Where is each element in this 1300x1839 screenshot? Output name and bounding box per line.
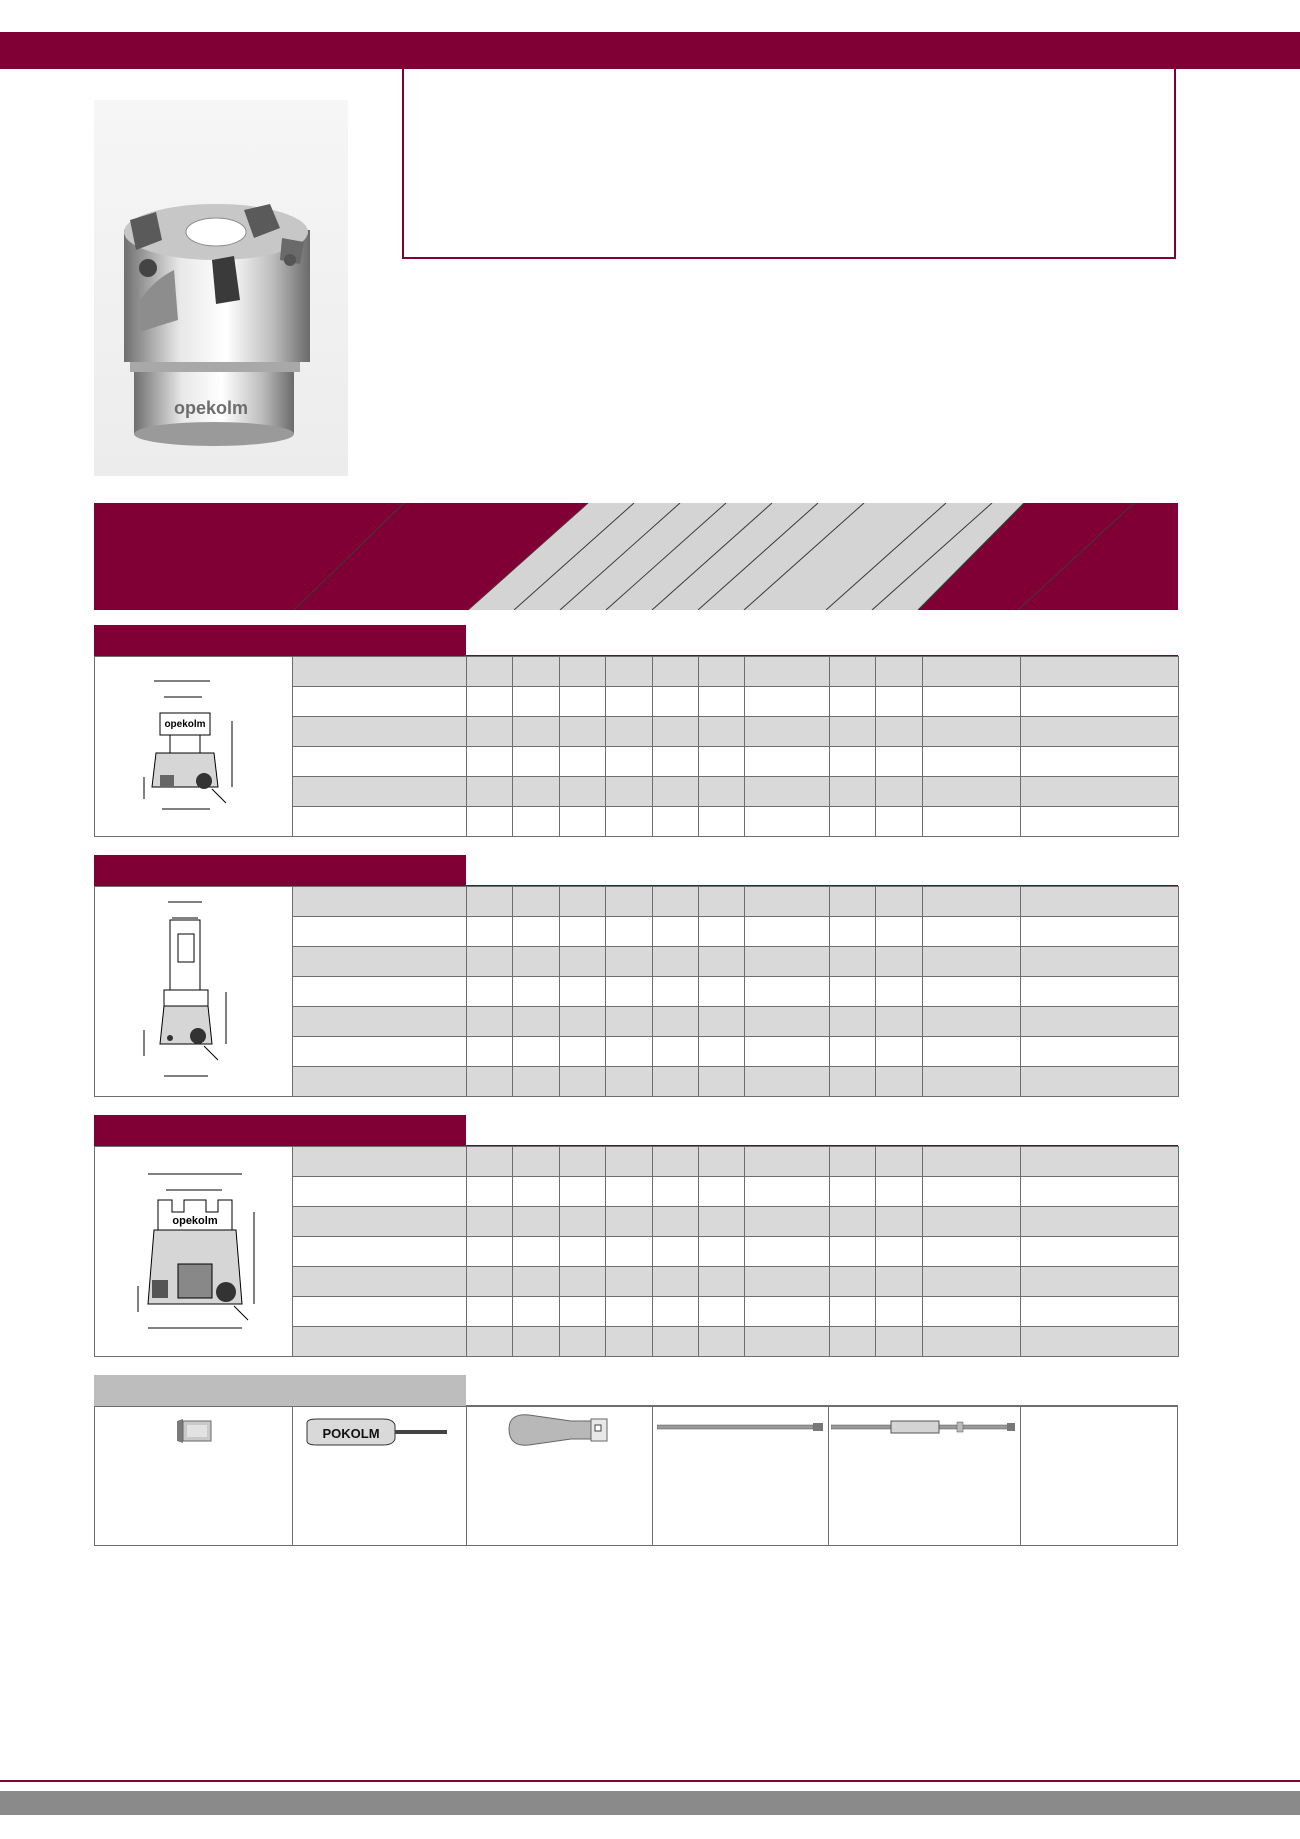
accessory-cell [653,1407,829,1545]
description-box [402,68,1176,259]
photo-engraving: opekolm [174,398,249,418]
footer-bar [0,1791,1300,1815]
milling-cutter-photo [94,100,348,476]
accessory-cell [293,1407,467,1545]
section-2-drawing [95,887,293,1097]
accessory-cell [829,1407,1021,1545]
accessory-cell [1021,1407,1179,1545]
table-row [95,1147,1179,1177]
wrench-bit-icon [657,1421,825,1433]
clamping-screw-icon [173,1417,217,1445]
drawing-brand-label: opekolm [171,1215,218,1227]
section-1-table [94,656,1179,837]
section-3-table [94,1146,1179,1357]
screwdriver-icon [303,1417,453,1447]
section-1-drawing [95,657,293,837]
top-banner [0,32,1300,69]
table-row [95,657,1179,687]
accessories-tab [94,1375,466,1406]
section-2-tab [94,855,466,886]
accessories-box [94,1406,1178,1546]
screwdriver-brand-label: POKOLM [322,1426,380,1441]
footer-rule [0,1780,1300,1782]
section-3-tab [94,1115,466,1146]
accessory-cell [95,1407,293,1545]
cutter-drawing-3 [114,1154,274,1344]
drawing-brand-label: opekolm [163,719,206,730]
torque-wrench-icon [507,1411,615,1449]
extension-key-icon [831,1419,1017,1435]
section-1-tab [94,625,466,656]
section-2-table [94,886,1179,1097]
section-3-drawing [95,1147,293,1357]
cutter-drawing-2 [134,894,254,1084]
accessory-cell [467,1407,653,1545]
cutter-drawing-1 [134,669,254,819]
column-header-band [94,503,1178,610]
table-row [95,887,1179,917]
